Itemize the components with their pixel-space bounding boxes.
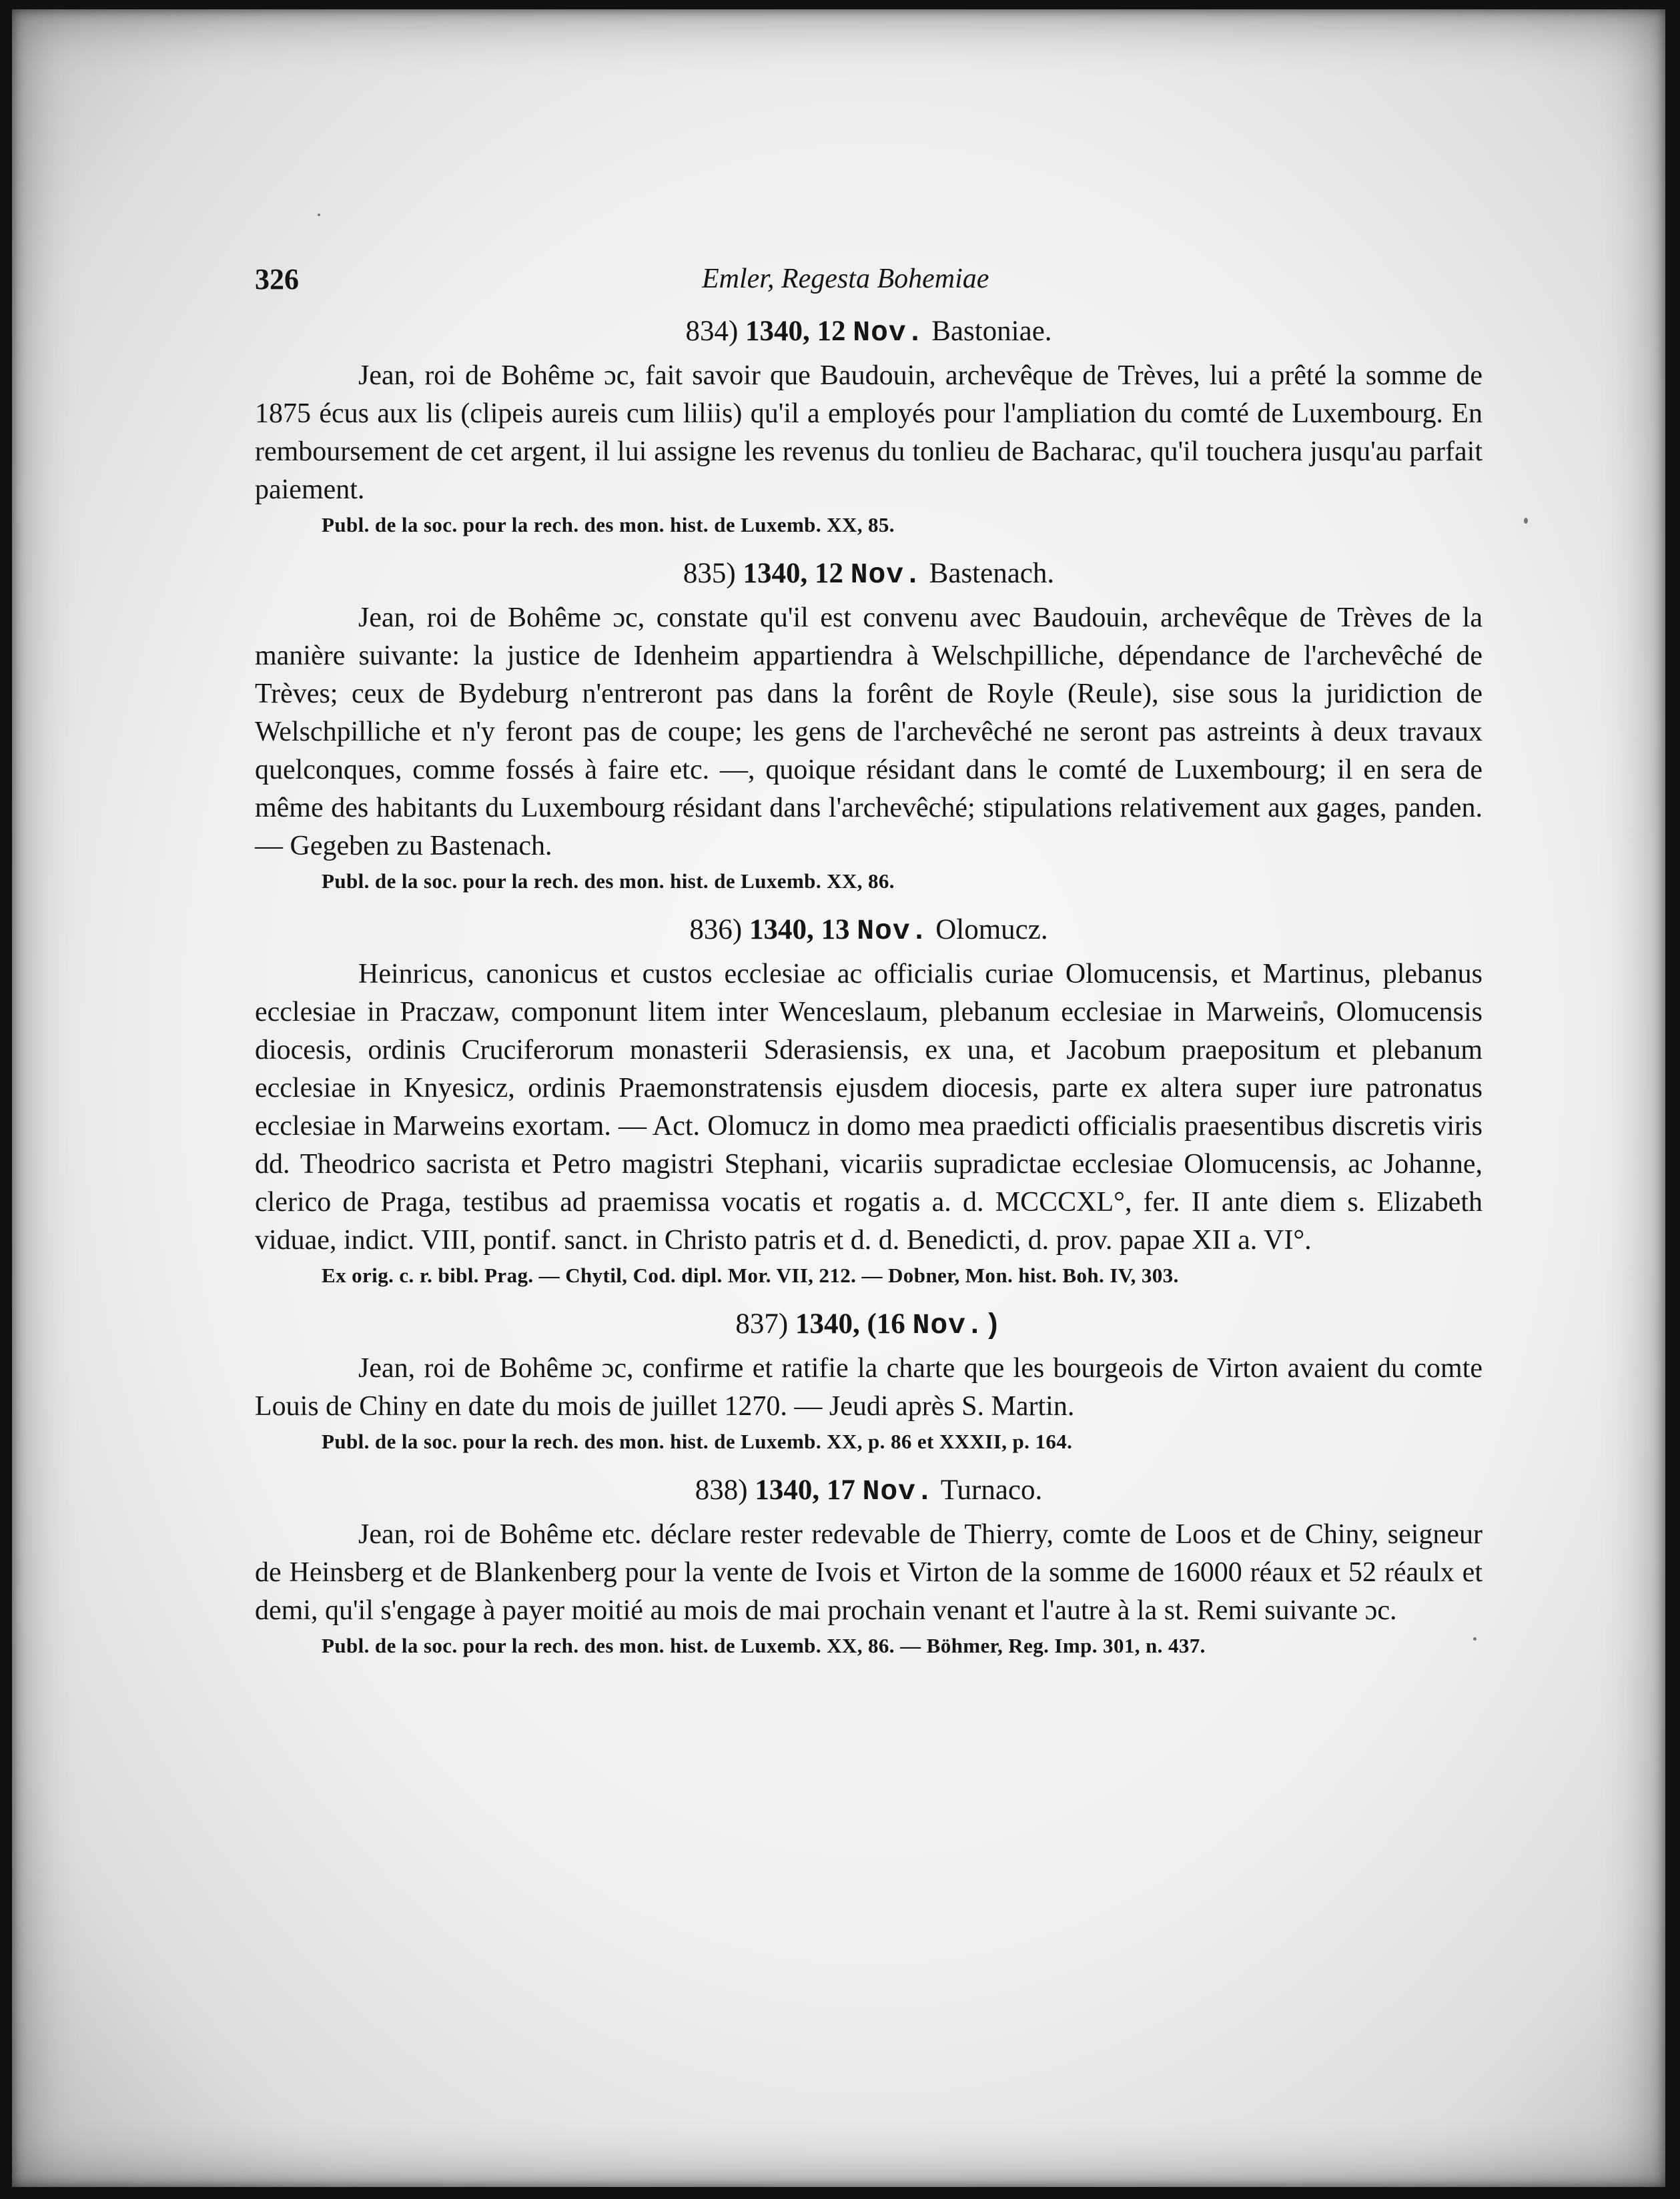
running-title: Emler, Regesta Bohemiae — [702, 264, 989, 294]
entry-text: Jean, roi de Bohême etc. déclare rester redevable de Thierry, comte de Loos et de Chiny, seigneur de Heinsberg et de Blankenberg pour la vente de Ivois et Virton de la somme de 16000 réaux et 52 réaulx et demi, qu'il s'engage à payer moitié au mois de mai prochain venant et l'autre à la st. Remi suivante ɔc. — [255, 1519, 1483, 1626]
entry-place: Bastoniae. — [931, 316, 1052, 347]
entry-source: Publ. de la soc. pour la rech. des mon. hist. de Luxemb. XX, 86. — Böhmer, Reg. Imp. 301, n. 437. — [322, 1634, 1206, 1657]
entry-date: 1340, 12 — [743, 558, 843, 589]
entry-number: 835) — [683, 558, 736, 589]
entry-month: Nov.) — [912, 1309, 1002, 1342]
dust-speck — [1524, 518, 1528, 524]
entry-date: 1340, (16 — [795, 1308, 905, 1340]
regest-entry-835 — [255, 554, 1483, 896]
entry-place: Bastenach. — [929, 558, 1055, 589]
regest-entry-838 — [255, 1471, 1483, 1661]
entry-month: Nov. — [862, 1475, 934, 1508]
regest-entry-834 — [255, 312, 1483, 540]
entry-heading — [255, 911, 1483, 950]
entry-date: 1340, 17 — [755, 1474, 855, 1506]
entry-month: Nov. — [850, 558, 922, 591]
document-page — [255, 260, 1483, 1675]
entry-number: 834) — [685, 316, 739, 347]
entry-place: Turnaco. — [940, 1474, 1043, 1506]
regest-entry-837 — [255, 1305, 1483, 1456]
regest-entry-836 — [255, 911, 1483, 1290]
entry-number: 836) — [689, 914, 743, 945]
entry-date: 1340, 13 — [749, 914, 850, 945]
entry-source: Publ. de la soc. pour la rech. des mon. hist. de Luxemb. XX, 85. — [322, 513, 895, 536]
entry-heading — [255, 1471, 1483, 1510]
entry-place: Olomucz. — [935, 914, 1048, 945]
entry-date: 1340, 12 — [745, 316, 846, 347]
entry-text: Jean, roi de Bohême ɔc, confirme et ratifie la charte que les bourgeois de Virton avaient du comte Louis de Chiny en date du mois de juillet 1270. — Jeudi après S. Martin. — [255, 1353, 1483, 1422]
entry-month: Nov. — [853, 316, 925, 349]
entry-month: Nov. — [857, 915, 929, 947]
entry-text: Jean, roi de Bohême ɔc, fait savoir que Baudouin, archevêque de Trèves, lui a prêté la somme de 1875 écus aux lis (clipeis aureis cum liliis) qu'il a employés pour l'ampliation du comté de Luxembourg. En remboursement de cet argent, il lui assigne les revenus du tonlieu de Bacharac, qu'il touchera jusqu'au parfait paiement. — [255, 360, 1483, 505]
running-header — [255, 260, 1483, 300]
entry-text: Jean, roi de Bohême ɔc, constate qu'il est convenu avec Baudouin, archevêque de Trèves de la manière suivante: la justice de Idenheim appartiendra à Welschpilliche, dépendance de l'archevêché de Trèves; ceux de Bydeburg n'entreront pas dans la forênt de Royle (Reule), sise sous la juridiction de Welschpilliche et n'y feront pas de coupe; les gens de l'archevêché ne seront pas astreints à deux travaux quelconques, comme fossés à faire etc. —, quoique résidant dans le comté de Luxembourg; il en sera de même des habitants du Luxembourg résidant dans l'archevêché; stipulations relativement aux gages, panden. — Gegeben zu Bastenach. — [255, 602, 1483, 861]
entry-source: Publ. de la soc. pour la rech. des mon. hist. de Luxemb. XX, p. 86 et XXXII, p. 164. — [322, 1430, 1073, 1453]
entry-number: 838) — [695, 1474, 748, 1506]
entry-heading — [255, 312, 1483, 352]
entry-heading — [255, 554, 1483, 594]
entry-source: Ex orig. c. r. bibl. Prag. — Chytil, Cod. dipl. Mor. VII, 212. — Dobner, Mon. hist. Boh. IV, 303. — [322, 1264, 1179, 1287]
entry-number: 837) — [735, 1308, 789, 1340]
entry-heading — [255, 1305, 1483, 1344]
page-number: 326 — [255, 263, 299, 296]
entry-source: Publ. de la soc. pour la rech. des mon. hist. de Luxemb. XX, 86. — [322, 869, 895, 893]
dust-speck — [318, 213, 320, 216]
entry-text: Heinricus, canonicus et custos ecclesiae ac officialis curiae Olomucensis, et Martinus, plebanus ecclesiae in Praczaw, componunt litem inter Wenceslaum, plebanum ecclesiae in Marweins, Olomucensis diocesis, ordinis Cruciferorum monasterii Sderasiensis, ex una, et Jacobum praepositum et plebanum ecclesiae in Knyesicz, ordinis Praemonstratensis ejusdem diocesis, parte ex altera super iure patronatus ecclesiae in Marweins exortam. — Act. Olomucz in domo mea praedicti officialis praesentibus discretis viris dd. Theodrico sacrista et Petro magistri Stephani, vicariis supradictae ecclesiae Olomucensis, ac Johanne, clerico de Praga, testibus ad praemissa vocatis et rogatis a. d. MCCCXL°, fer. II ante diem s. Elizabeth viduae, indict. VIII, pontif. sanct. in Christo patris et d. d. Benedicti, d. prov. papae XII a. VI°. — [255, 959, 1483, 1256]
